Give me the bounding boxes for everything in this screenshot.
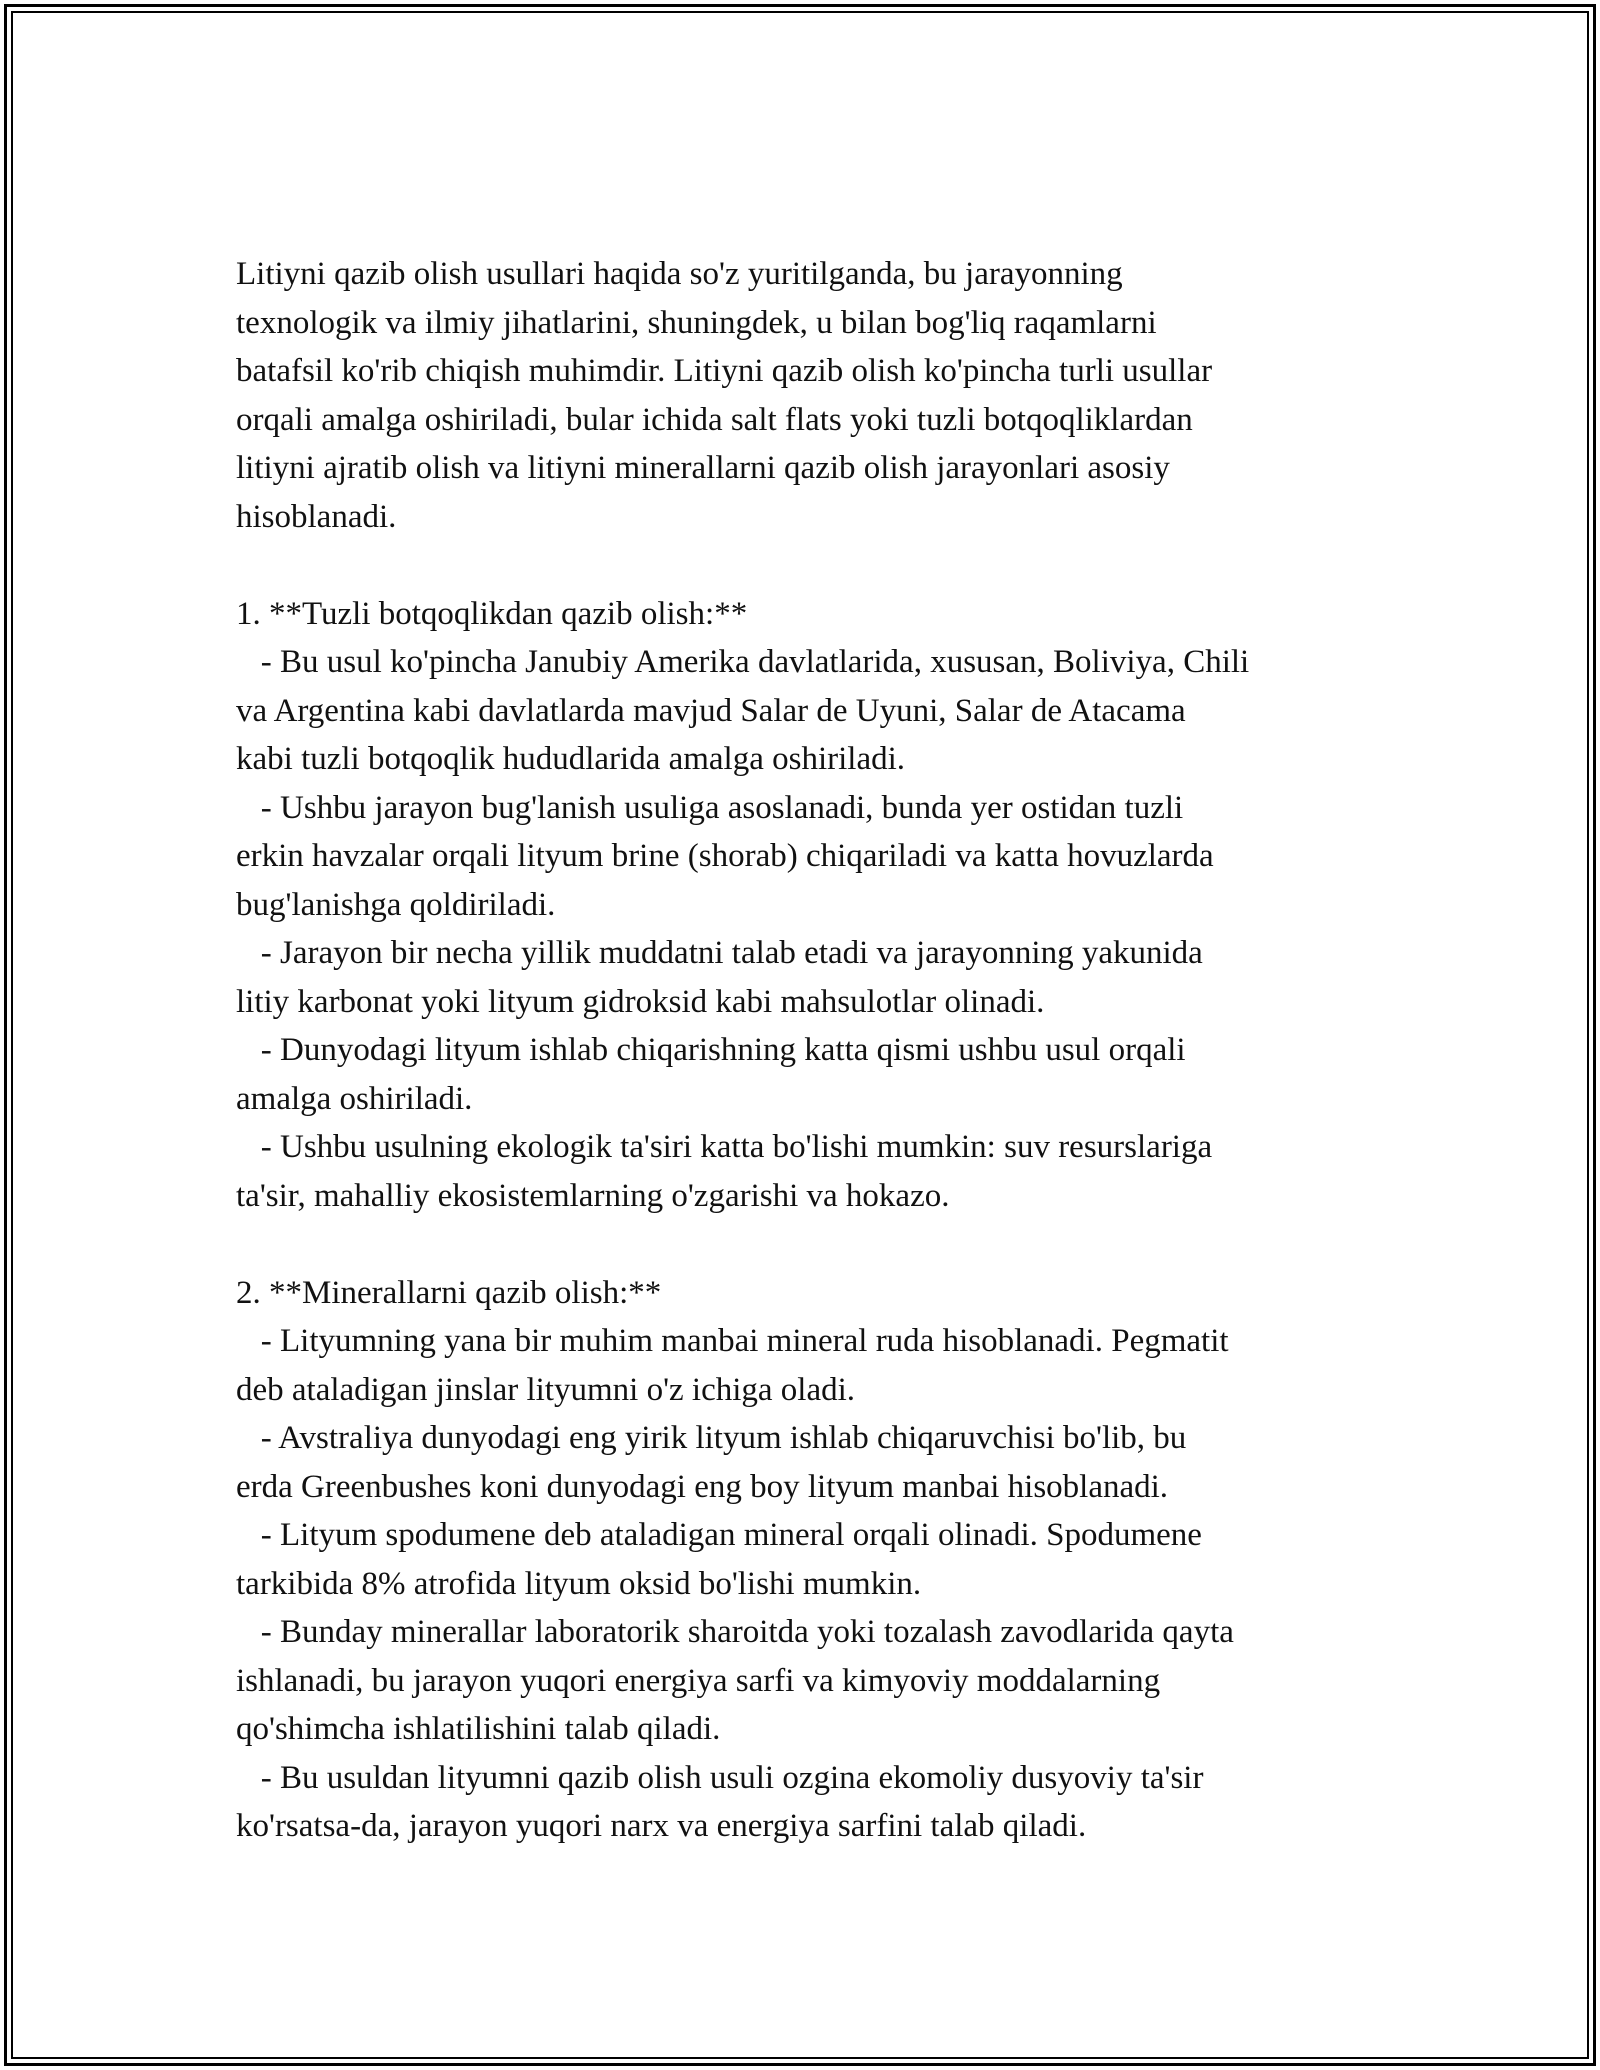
- section-line: va Argentina kabi davlatlarda mavjud Salar de Uyuni, Salar de Atacama: [236, 692, 1186, 729]
- intro-line: texnologik va ilmiy jihatlarini, shuningdek, u bilan bog'liq raqamlarni: [236, 304, 1157, 341]
- intro-paragraph: [236, 250, 1396, 541]
- section-line: ta'sir, mahalliy ekosistemlarning o'zgarishi va hokazo.: [236, 1177, 950, 1214]
- section-heading: 2. **Minerallarni qazib olish:**: [236, 1274, 662, 1311]
- section-line: qo'shimcha ishlatilishini talab qiladi.: [236, 1711, 721, 1747]
- section-line: - Bu usuldan lityumni qazib olish usuli ozgina ekomoliy dusyoviy ta'sir: [236, 1759, 1204, 1796]
- section-line: litiy karbonat yoki lityum gidroksid kabi mahsulotlar olinadi.: [236, 983, 1045, 1020]
- section-line: erkin havzalar orqali lityum brine (shorab) chiqariladi va katta hovuzlarda: [236, 838, 1214, 874]
- intro-line: hisoblanadi.: [236, 498, 397, 535]
- section-line: ishlanadi, bu jarayon yuqori energiya sarfi va kimyoviy moddalarning: [236, 1662, 1161, 1699]
- section-minerals: [236, 1269, 1396, 1851]
- section-line: - Dunyodagi lityum ishlab chiqarishning katta qismi ushbu usul orqali: [236, 1032, 1186, 1068]
- section-line: deb ataladigan jinslar lityumni o'z ichiga oladi.: [236, 1371, 856, 1408]
- section-line: - Bunday minerallar laboratorik sharoitda yoki tozalash zavodlarida qayta: [236, 1614, 1234, 1650]
- intro-line: batafsil ko'rib chiqish muhimdir. Litiyni qazib olish ko'pincha turli usullar: [236, 353, 1213, 389]
- blank-line: [236, 1220, 1396, 1269]
- section-line: ko'rsatsa-da, jarayon yuqori narx va energiya sarfini talab qiladi.: [236, 1808, 1087, 1844]
- section-line: - Lityumning yana bir muhim manbai mineral ruda hisoblanadi. Pegmatit: [236, 1323, 1229, 1359]
- intro-line: litiyni ajratib olish va litiyni minerallarni qazib olish jarayonlari asosiy: [236, 450, 1170, 486]
- section-line: kabi tuzli botqoqlik hududlarida amalga oshiriladi.: [236, 741, 906, 777]
- section-line: bug'lanishga qoldiriladi.: [236, 886, 556, 923]
- blank-line: [236, 541, 1396, 590]
- intro-line: Litiyni qazib olish usullari haqida so'z yuritilganda, bu jarayonning: [236, 256, 1123, 292]
- document-body: [236, 250, 1396, 1851]
- section-line: - Avstraliya dunyodagi eng yirik lityum ishlab chiqaruvchisi bo'lib, bu: [236, 1420, 1187, 1456]
- section-line: amalga oshiriladi.: [236, 1080, 473, 1117]
- section-heading: 1. **Tuzli botqoqlikdan qazib olish:**: [236, 595, 748, 632]
- intro-line: orqali amalga oshiriladi, bular ichida salt flats yoki tuzli botqoqliklardan: [236, 401, 1193, 438]
- section-line: - Jarayon bir necha yillik muddatni talab etadi va jarayonning yakunida: [236, 935, 1203, 971]
- section-line: - Lityum spodumene deb ataladigan mineral orqali olinadi. Spodumene: [236, 1517, 1202, 1553]
- section-line: erda Greenbushes koni dunyodagi eng boy lityum manbai hisoblanadi.: [236, 1468, 1169, 1505]
- section-line: tarkibida 8% atrofida lityum oksid bo'lishi mumkin.: [236, 1565, 922, 1602]
- section-salt-flats: [236, 590, 1396, 1221]
- section-line: - Ushbu jarayon bug'lanish usuliga asoslanadi, bunda yer ostidan tuzli: [236, 789, 1184, 826]
- section-line: - Ushbu usulning ekologik ta'siri katta bo'lishi mumkin: suv resurslariga: [236, 1129, 1213, 1165]
- section-line: - Bu usul ko'pincha Janubiy Amerika davlatlarida, xususan, Boliviya, Chili: [236, 644, 1250, 680]
